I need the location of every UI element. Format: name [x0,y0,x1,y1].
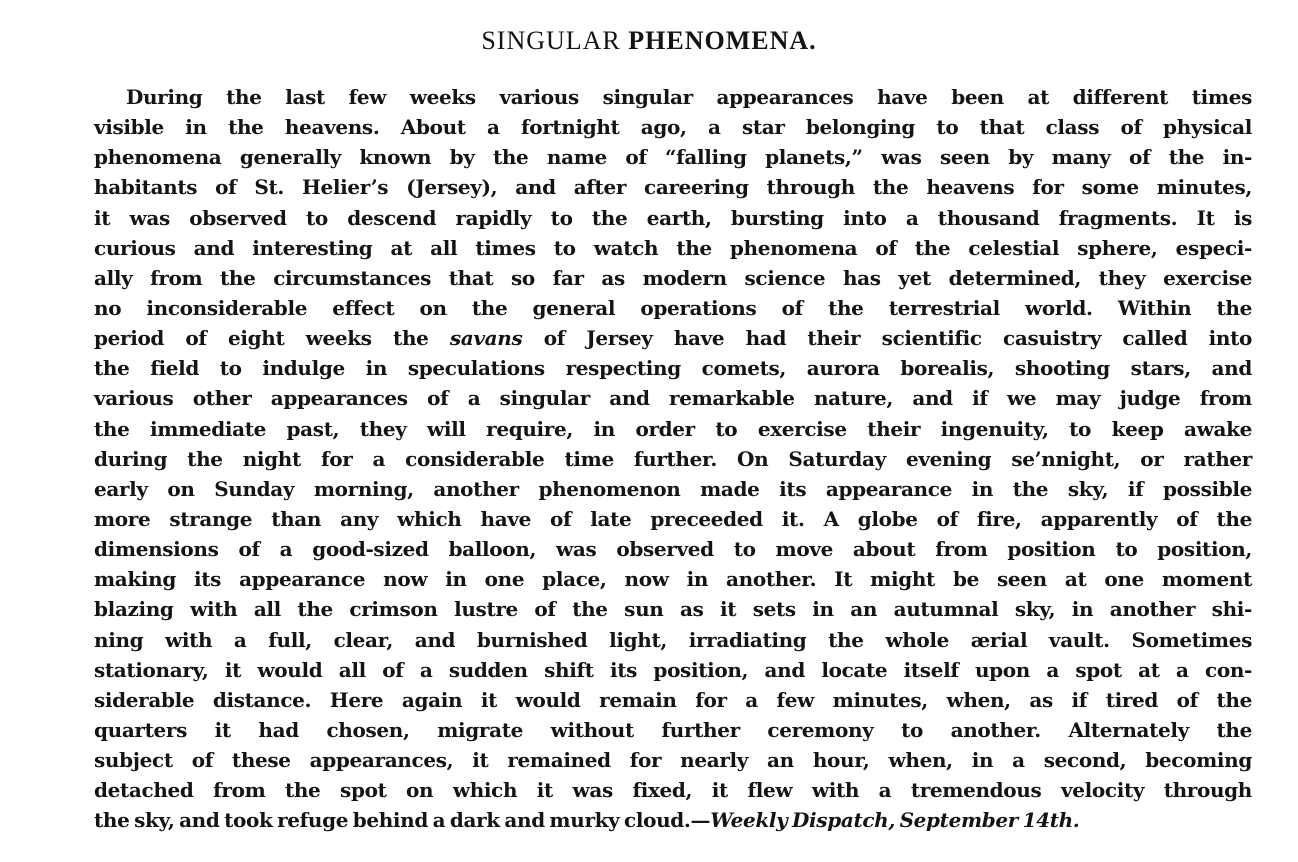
title-word-singular: SINGULAR [481,26,621,55]
source-citation: Weekly Dispatch, September 14th. [710,808,1080,833]
text-line-12: the immediate past, they will require, in order to exercise their ingenuity, to keep awake [94,416,1252,441]
text-line-10: the field to indulge in speculations respecting comets, aurora borealis, shooting stars, and [94,356,1252,381]
text-line-16: dimensions of a good-sized balloon, was observed to move about from position to position, [94,537,1252,562]
text-line-19: ning with a full, clear, and burnished light, irradiating the whole ærial vault. Sometimes [94,627,1252,652]
text-line-21: siderable distance. Here again it would remain for a few minutes, when, as if tired of the [94,687,1252,712]
italic-word-savans: savans [449,326,523,351]
text-line-1: During the last few weeks various singular appearances have been at different times [126,85,1252,109]
text-line-25-start: the sky, and took refuge behind a dark and murky cloud.— [94,808,711,833]
text-line-5: it was observed to descend rapidly to the earth, bursting into a thousand fragments. It is [94,205,1252,230]
text-line-25 [94,805,1252,835]
text-line-24: detached from the spot on which it was fixed, it flew with a tremendous velocity through [94,778,1252,803]
text-line-6: curious and interesting at all times to watch the phenomena of the celestial sphere, especi- [94,235,1252,260]
text-line-2: visible in the heavens. About a fortnight ago, a star belonging to that class of physical [94,115,1252,140]
text-line-9-start: period of eight weeks the [94,326,450,351]
text-line-15: more strange than any which have of late preceeded it. A globe of fire, apparently of the [94,506,1252,531]
text-line-23: subject of these appearances, it remained for nearly an hour, when, in a second, becoming [94,748,1252,773]
text-line-7: ally from the circumstances that so far as modern science has yet determined, they exercise [94,265,1252,290]
text-line-4: habitants of St. Helier’s (Jersey), and after careering through the heavens for some minutes, [94,175,1252,200]
text-line-14: early on Sunday morning, another phenomenon made its appearance in the sky, if possible [94,476,1252,501]
text-line-9 [94,323,1252,353]
text-line-3: phenomena generally known by the name of “falling planets,” was seen by many of the in- [94,145,1252,170]
article-title [0,26,1298,56]
text-line-8: no inconsiderable effect on the general operations of the terrestrial world. Within the [94,295,1252,320]
text-line-13: during the night for a considerable time further. On Saturday evening se’nnight, or rather [94,446,1252,471]
text-line-17: making its appearance now in one place, now in another. It might be seen at one moment [94,567,1252,592]
text-line-9-end: of Jersey have had their scientific casuistry called into [522,326,1253,351]
title-word-phenomena: PHENOMENA. [628,26,817,55]
text-line-18: blazing with all the crimson lustre of the sun as it sets in an autumnal sky, in another shi- [94,597,1252,622]
text-line-22: quarters it had chosen, migrate without further ceremony to another. Alternately the [94,717,1252,742]
text-line-11: various other appearances of a singular and remarkable nature, and if we may judge from [94,386,1252,411]
article-body [94,82,1252,836]
text-line-20: stationary, it would all of a sudden shift its position, and locate itself upon a spot at a con- [94,657,1252,682]
